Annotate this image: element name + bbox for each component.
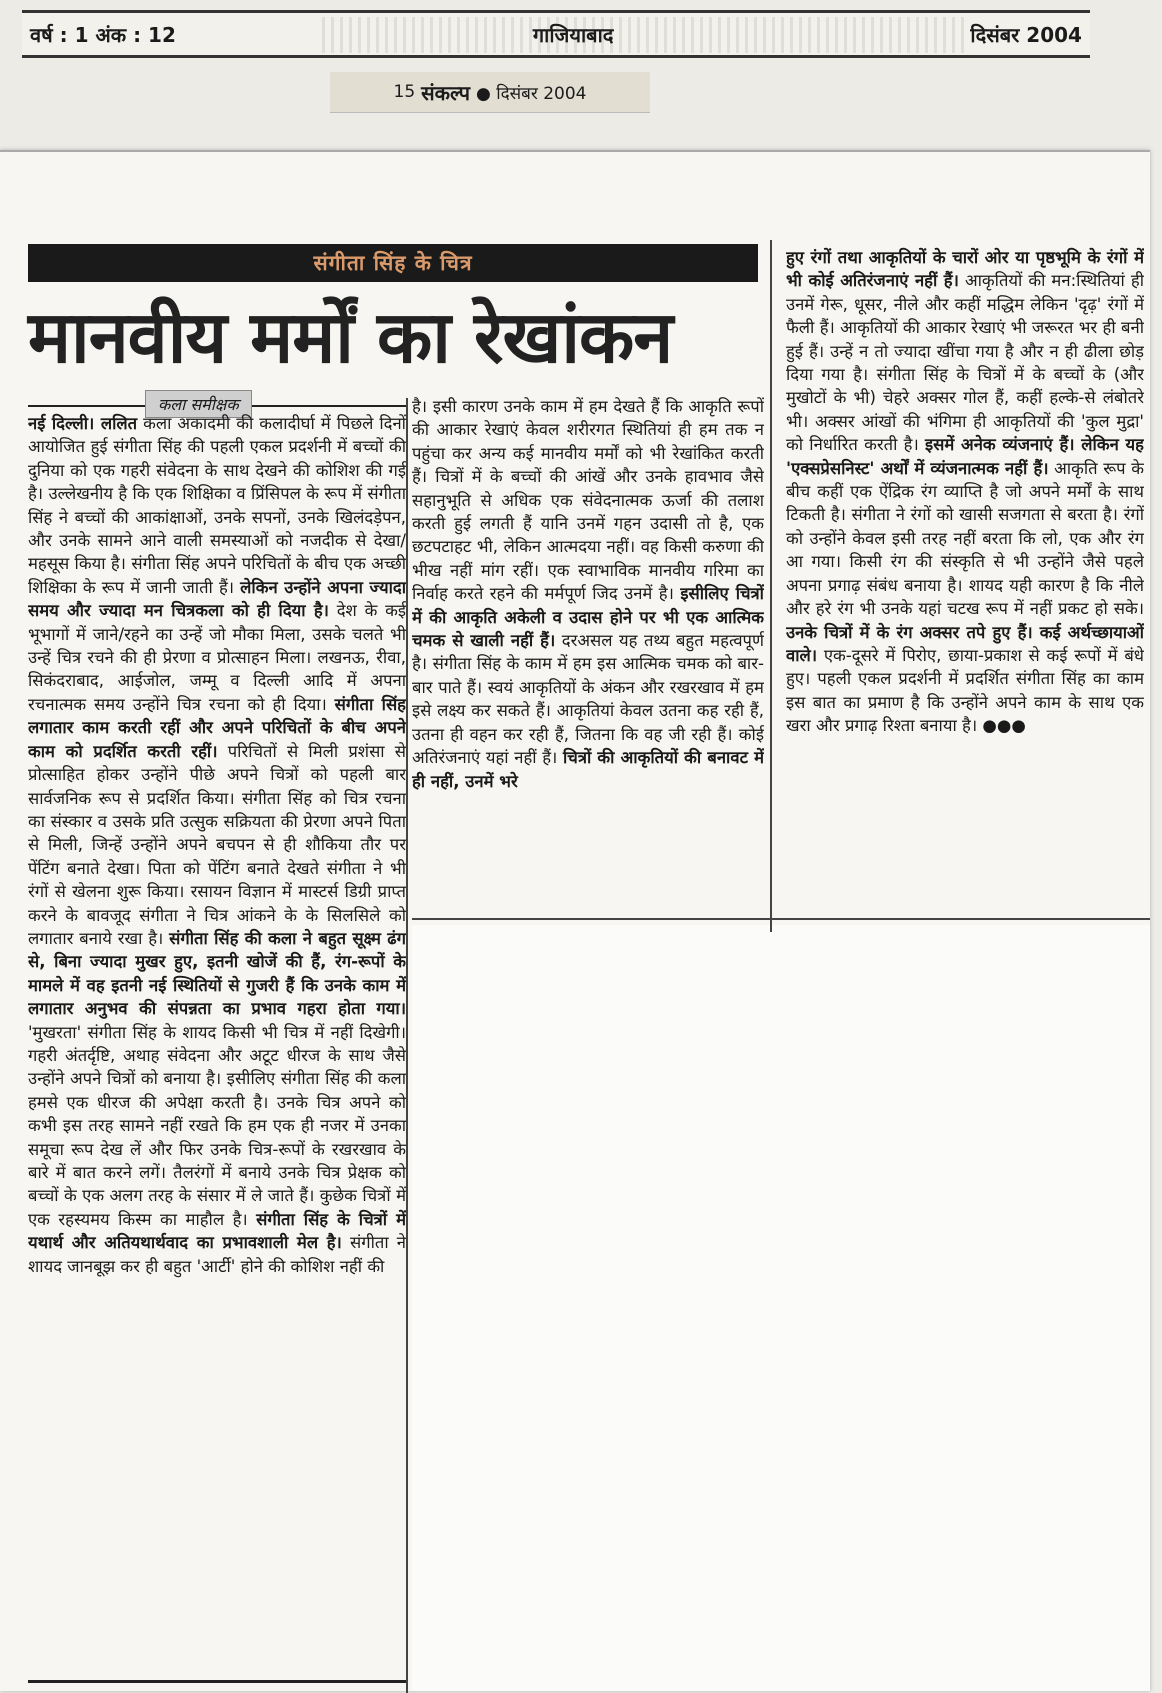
- kicker-text: संगीता सिंह के चित्र: [313, 251, 473, 275]
- bold-text-segment: हुए रंगों तथा आकृतियों के चारों ओर या पृष्ठभूमि के रंगों में भी कोई अतिरंजनाएं नहीं हैं।: [786, 248, 1144, 291]
- bold-text-segment: लेकिन उन्होंने अपना ज्यादा समय और ज्यादा मन चित्रकला को ही दिया है।: [28, 577, 406, 621]
- kicker-banner: [28, 244, 758, 282]
- text-segment: संगीता ने शायद जानबूझ कर ही बहुत 'आर्टी' होने की कोशिश नहीं की: [28, 1233, 406, 1276]
- text-segment: 'मुखरता' संगीता सिंह के शायद किसी भी चित्र में नहीं दिखेगी। गहरी अंतर्दृष्टि, अथाह संवेदना और अटूट धीरज के साथ जैसे उन्होंने अपने चित्रों को बनाया है। इसीलिए संगीता सिंह की कला हमसे एक धीरज की अपेक्षा करती है। उनके चित्र अपने को कभी इस तरह सामने नहीं रखते कि हम एक ही नजर में उनका समूचा रूप देख लें और फिर उनके चित्र-रूपों के रखरखाव के बारे में बात करने लगें। तैलरंगों में बनाये उनके चित्र प्रेक्षक को बच्चों के एक अलग तरह के संसार में ले जाते हैं। कुछेक चित्रों में एक रहस्यमय किस्म का माहौल है।: [28, 1022, 406, 1229]
- masthead: [22, 10, 1090, 58]
- bold-text-segment: संगीता सिंह के चित्रों में यथार्थ और अतियथार्थवाद का प्रभावशाली मेल है।: [28, 1209, 406, 1253]
- article-clipping: [0, 150, 1150, 1691]
- issue-date: दिसंबर 2004: [970, 22, 1082, 47]
- text-segment: कला अकादमी की कलादीर्घा में पिछले दिनों आयोजित हुई संगीता सिंह की पहली एकल प्रदर्शनी में बच्चों की दुनिया को एक गहरी संवेदना के साथ देखने की कोशिश की गई है। उल्लेखनीय है कि एक शिक्षिका व प्रिंसिपल के रूप में संगीता सिंह ने बच्चों की आकांक्षाओं, उनके सपनों, उनके खिलंदड़ेपन, और उनके सामने आने वाली समस्याओं को नजदीक से देखा/महसूस किया है। संगीता सिंह अपने परिचितों के बीच एक अच्छी शिक्षिका के रूप में जानी जाती हैं।: [28, 414, 406, 597]
- column-divider: [770, 240, 772, 932]
- bold-text-segment: ●●●: [982, 716, 1026, 736]
- page-number: 15: [393, 82, 416, 102]
- byline: कला समीक्षक: [145, 390, 252, 418]
- publication-name: संकल्प: [421, 80, 470, 105]
- volume-issue: वर्ष : 1 अंक : 12: [30, 22, 176, 47]
- bold-text-segment: नई दिल्ली। ललित: [28, 414, 138, 433]
- blank-area: [412, 925, 1150, 1691]
- bottom-rule: [28, 1680, 406, 1683]
- bold-text-segment: इसीलिए चित्रों में की आकृति अकेली व उदास होने पर भी एक आत्मिक चमक से खाली नहीं हैं।: [412, 584, 764, 651]
- bold-text-segment: उनके चित्रों में के रंग अक्सर तपे हुए हैं। कई अर्थच्छायाओं वाले।: [786, 622, 1144, 665]
- bold-text-segment: चित्रों की आकृतियों की बनावट में ही नहीं, उनमें भरे: [412, 748, 764, 791]
- city-name: गाजियाबाद: [532, 22, 614, 47]
- bold-text-segment: संगीता सिंह की कला ने बहुत सूक्ष्म ढंग से, बिना ज्यादा मुखर हुए, इतनी खोजें की हैं, रंग-रूपों के मामले में वह इतनी नई स्थितियों से गुजरी हैं कि उनके काम में लगातार अनुभव की संपन्नता का प्रभाव गहरा होता गया।: [28, 928, 406, 1019]
- text-segment: दरअसल यह तथ्य बहुत महत्वपूर्ण है। संगीता सिंह के काम में हम इस आत्मिक चमक को बार-बार पाते हैं। स्वयं आकृतियों के अंकन और रखरखाव में हम इसे लक्ष्य कर सकते हैं। आकृतियां केवल उतना कह रही हैं, उतना ही वहन कर रही हैं, जितना कि वह जी रही हैं। कोई अतिरंजनाएं यहां नहीं हैं।: [412, 631, 764, 768]
- top-rule: [0, 150, 1150, 152]
- text-segment: देश के कई भूभागों में जाने/रहने का उन्हें जो मौका मिला, उसके चलते भी उन्हें चित्र रचने की ही प्रेरणा व प्रोत्साहन मिला। लखनऊ, रीवा, सिकंदराबाद, आईजोल, जम्मू व दिल्ली आदि में अपना रचनात्मक समय उन्होंने चित्र रचना को ही दिया।: [28, 601, 406, 714]
- article-column-3: [786, 246, 1144, 922]
- text-segment: है। इसी कारण उनके काम में हम देखते हैं कि आकृति रूपों की आकार रेखाएं केवल शरीरगत स्थितियां ही हम तक न पहुंचा कर अन्य कई मानवीय मर्मों को भी रेखांकित करती हैं। चित्रों में के बच्चों की आंखें और उनके हावभाव जैसे सहानुभूति से अधिक एक संवेदनात्मक ऊर्जा की तलाश करती हुई लगती हैं यानि उनमें गहन उदासी तो है, एक छटपटाहट भी, लेकिन आत्मदया नहीं। वह किसी करुणा की भीख नहीं मांग रहीं। एक स्वाभाविक मानवीय गरिमा का निर्वाह करते रहने की मर्मपूर्ण जिद उनमें है।: [412, 397, 764, 604]
- bold-text-segment: संगीता सिंह लगातार काम करती रहीं और अपने परिचितों के बीच अपने काम को प्रदर्शित करती रहीं।: [28, 694, 406, 761]
- bold-text-segment: इसमें अनेक व्यंजनाएं हैं। लेकिन यह 'एक्सप्रेसनिस्ट' अर्थों में व्यंजनात्मक नहीं हैं।: [786, 435, 1144, 478]
- text-segment: आकृतियों की मन:स्थितियां ही उनमें गेरू, धूसर, नीले और कहीं मद्धिम लेकिन 'दृढ़' रंगों में फैली हैं। आकृतियों की आकार रेखाएं भी जरूरत भर ही बनी हुई हैं। उन्हें न तो ज्यादा खींचा गया है और न ही ढीला छोड़ दिया गया है। संगीता सिंह के चित्रों में के बच्चों के (और मुखोटों के भी) चेहरे अक्सर गोल हैं, कहीं हल्के-से लंबोतरे भी। अक्सर आंखों की भंगिमा ही आकृतियों की 'कुल मुद्रा' को निर्धारित करती है।: [786, 271, 1144, 455]
- column-divider: [406, 398, 408, 1693]
- bleed-through-text: [322, 17, 970, 53]
- text-segment: आकृति रूप के बीच कहीं एक ऐंद्रिक रंग व्याप्ति है जो अपने मर्मों के साथ टिकती है। संगीता ने रंगों को खासी सजगता से बरता है। रंगों को उन्होंने केवल इसी तरह नहीं बरता कि लो, एक और रंग आ गया। किसी रंग की संस्कृति से भी उन्होंने जैसे पहले अपना प्रगाढ़ संबंध बनाया है। शायद यही कारण है कि नीले और हरे रंग भी उनके यहां चटख रूप में नहीं प्रकट हो सके।: [786, 458, 1144, 619]
- article-column-2: [412, 395, 764, 915]
- text-segment: परिचितों से मिली प्रशंसा से प्रोत्साहित होकर उन्होंने पीछे अपने चित्रों को पहली बार सार्वजनिक रूप से प्रदर्शित किया। संगीता सिंह को चित्र रचना का संस्कार व उसके प्रति उत्सुक सक्रियता की प्रेरणा अपने पिता से मिली, जिन्हें उन्होंने अपने बचपन से ही शौकिया तौर पर पेंटिंग बनाते देखा। पिता को पेंटिंग बनाते देखते संगीता ने भी रंगों से खेलना शुरू किया। रसायन विज्ञान में मास्टर्स डिग्री प्राप्त करने के बावजूद संगीता ने चित्र आंकने के के सिलसिले को लगातार बनाये रखा है।: [28, 741, 406, 948]
- article-column-1: [28, 412, 406, 1674]
- headline: मानवीय मर्मों का रेखांकन: [28, 294, 673, 379]
- clip-date: ● दिसंबर 2004: [475, 83, 587, 104]
- clipping-source-label: [330, 72, 650, 113]
- text-segment: एक-दूसरे में पिरोए, छाया-प्रकाश से कई रूपों में बंधे हुए। पहली एकल प्रदर्शनी में प्रदर्शित संगीता सिंह का काम इस बात का प्रमाण है कि उन्होंने अपने काम के साथ एक खरा और प्रगाढ़ रिश्ता बनाया है।: [786, 645, 1144, 736]
